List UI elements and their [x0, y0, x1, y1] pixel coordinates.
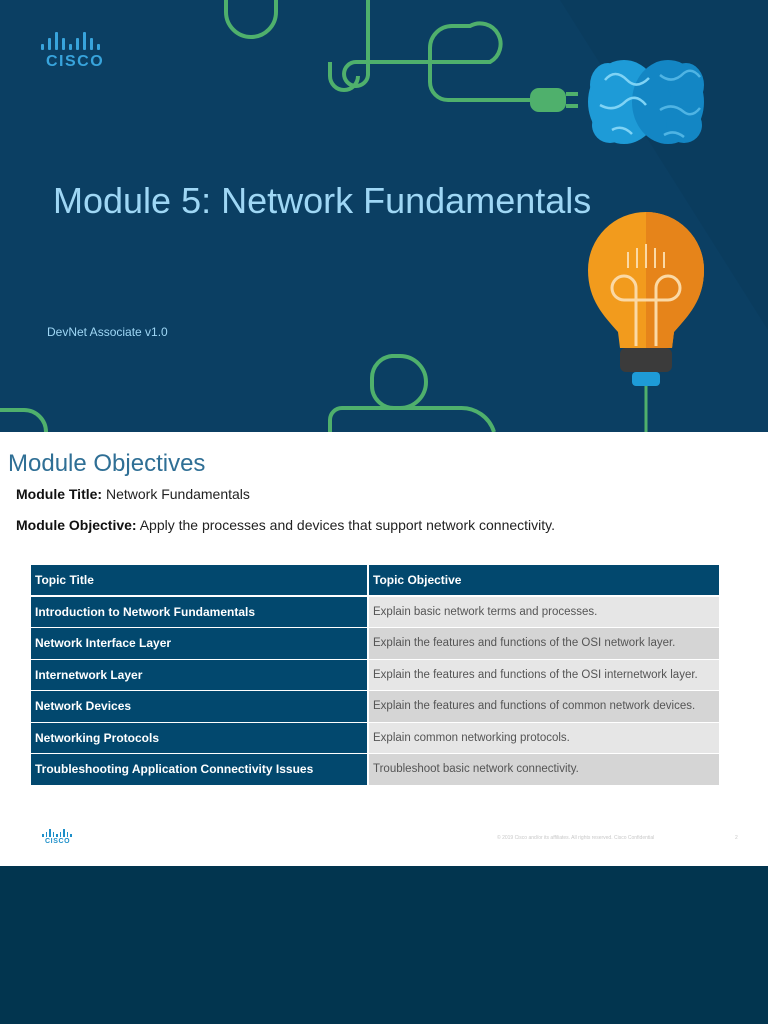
table-header-row	[31, 565, 719, 597]
module-objective-value: Apply the processes and devices that support network connectivity.	[136, 517, 555, 533]
table-row	[31, 691, 719, 723]
brain-icon	[588, 60, 704, 144]
topic-objective-cell: Troubleshoot basic network connectivity.	[369, 754, 719, 786]
lightbulb-icon	[588, 212, 704, 432]
page-number: 2	[735, 835, 738, 841]
module-title: Module 5: Network Fundamentals	[53, 180, 592, 221]
footer-cisco-logo-icon	[42, 829, 74, 851]
objectives-slide	[0, 432, 768, 866]
cisco-wordmark: CISCO	[46, 53, 105, 70]
module-title-value: Network Fundamentals	[102, 486, 250, 502]
topic-objective-cell: Explain common networking protocols.	[369, 723, 719, 755]
empty-background-area	[0, 866, 768, 1024]
topic-title-cell: Internetwork Layer	[31, 660, 369, 692]
table-row	[31, 723, 719, 755]
topic-title-cell: Introduction to Network Fundamentals	[31, 597, 369, 629]
module-title-line	[16, 486, 250, 502]
topic-title-cell: Networking Protocols	[31, 723, 369, 755]
topic-title-cell: Troubleshooting Application Connectivity Issues	[31, 754, 369, 786]
topics-table	[31, 565, 719, 786]
footer-cisco-wordmark: CISCO	[45, 838, 71, 845]
table-row	[31, 628, 719, 660]
table-row	[31, 597, 719, 629]
topic-objective-cell: Explain basic network terms and processes.	[369, 597, 719, 629]
topic-title-cell: Network Devices	[31, 691, 369, 723]
plug-icon	[530, 88, 578, 112]
module-objective-label: Module Objective:	[16, 517, 137, 533]
topic-objective-cell: Explain the features and functions of common network devices.	[369, 691, 719, 723]
module-title-label: Module Title:	[16, 486, 103, 502]
course-subtitle: DevNet Associate v1.0	[47, 325, 168, 339]
header-topic-title: Topic Title	[31, 565, 369, 597]
topic-title-cell: Network Interface Layer	[31, 628, 369, 660]
table-row	[31, 660, 719, 692]
module-objective-line	[16, 517, 555, 533]
copyright-text: © 2019 Cisco and/or its affiliates. All rights reserved. Cisco Confidential	[497, 835, 655, 841]
title-slide	[0, 0, 768, 432]
cisco-logo-icon	[40, 32, 110, 72]
topic-objective-cell: Explain the features and functions of the OSI network layer.	[369, 628, 719, 660]
topic-objective-cell: Explain the features and functions of the OSI internetwork layer.	[369, 660, 719, 692]
footer-cisco-bars-icon	[42, 829, 74, 837]
cisco-bars-icon	[41, 32, 110, 50]
table-row	[31, 754, 719, 786]
header-topic-objective: Topic Objective	[369, 565, 719, 597]
objectives-heading: Module Objectives	[8, 450, 206, 477]
